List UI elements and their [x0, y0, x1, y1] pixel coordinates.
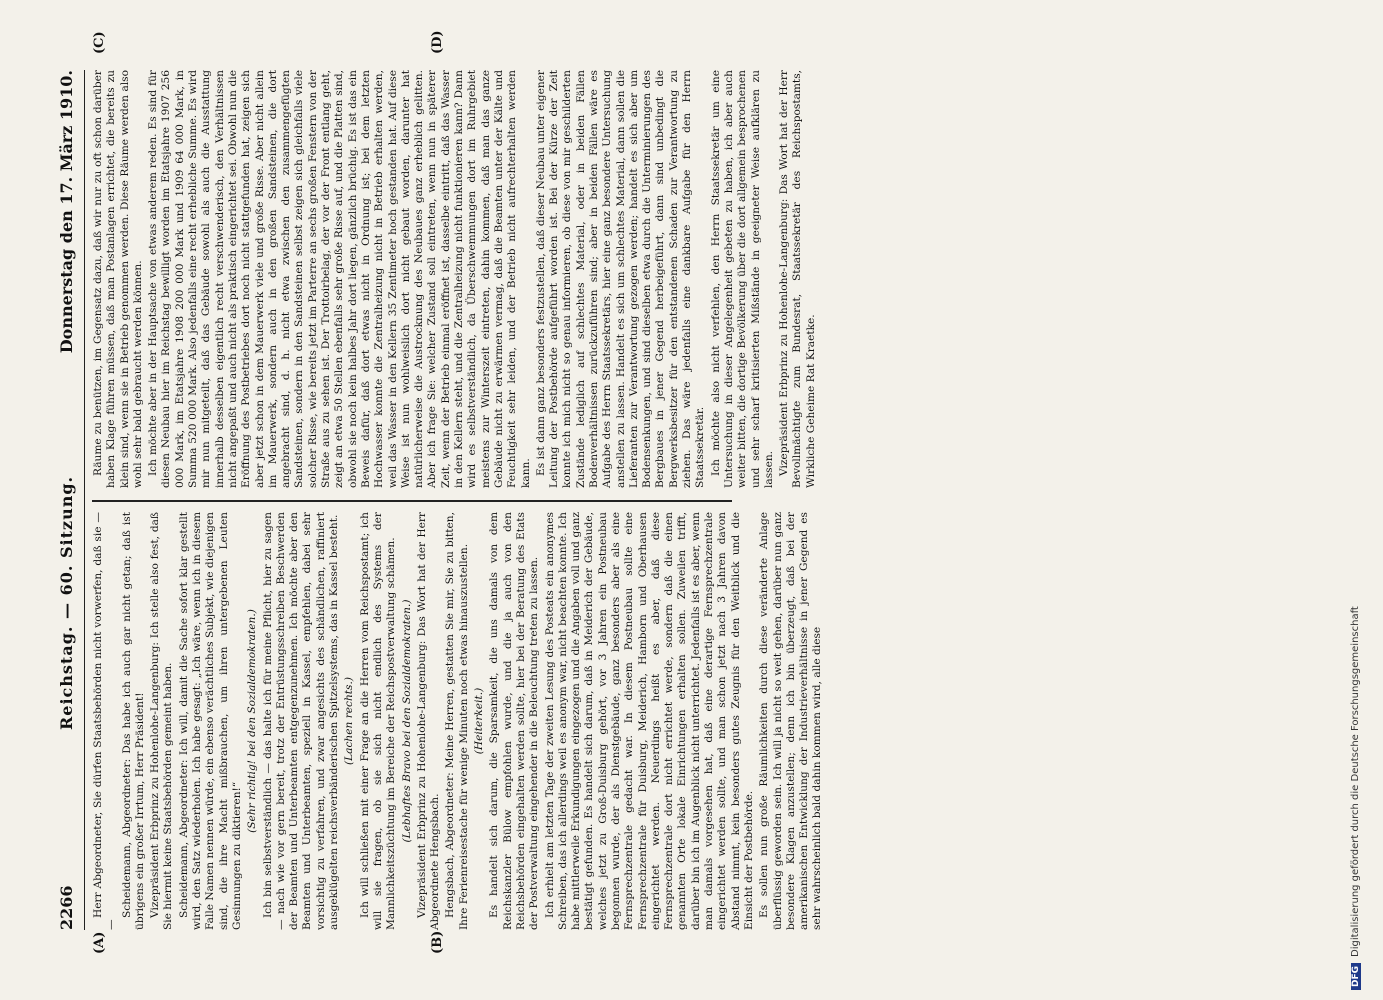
paragraph: Ich erhielt am letzten Tage der zweiten Lesung des Posteats ein anonymes Schreiben, das ich allerdings weil es anonym war, nicht beachten konnte. Ich habe mittlerweile Erkundigungen eingezogen und die Angaben voll und ganz bestätigt gefunden. Es handelt sich darum, daß in Meiderich der Gebäude, welches jetzt zu Groß-Duisburg gehört, vor 3 Jahren ein Postneubau begonnen wurde, der als Dienstgebäude, ganz besonders aber als eine Fernsprechzentrale gedacht war. In diesem Postneubau sollte eine Fernsprechzentrale für Duisburg, Meiderich, Hamborn und Oberhausen eingerichtet werden. Neuerdings heißt es aber, daß diese Fernsprechzentrale dort nicht errichtet werde, sondern daß die einen genannten Orte lokale Einrichtungen erhalten sollen. Zuweilen trifft, darüber bin ich im Augenblick nicht unterrichtet. Jedenfalls ist es aber, wenn man damals vorgesehen hat, daß eine derartige Fernsprechzentrale eingerichtet werden sollte, und man schon jetzt nach 3 Jahren davon Abstand nimmt, kein besonders gutes Zeugnis für den Weitblick und die Einsicht der Postbehörde. — [543, 512, 755, 930]
margin-marker-d: (D) — [430, 30, 445, 54]
left-column — [92, 512, 827, 930]
page-number: 2266 — [56, 885, 76, 930]
paragraph: Scheidemann, Abgeordneter: Ich will, damit die Sache sofort klar gestellt wird, den Satz wiederholen. Ich habe gesagt: „Ich wäre, wenn ich in diesem Falle Namen nennen würde, ein ebenso verächtliches Subjekt, wie diejenigen sind, die ihre Macht mißbrauchen, um ihren untergebenen Leuten Gesinnungen zu diktieren!“ — [177, 512, 243, 930]
paragraph: Es handelt sich darum, die Sparsamkeit, die uns damals von dem Reichskanzler Bülow empfohlen wurde, und die ja auch von den Reichsbehörden eingehalten werden sollte, hier bei der Beratung des Etats der Postverwaltung eingehender in die Beleuchtung treten zu lassen. — [488, 512, 541, 930]
credit-text: Digitalisierung gefördert durch die Deutsche Forschungsgemeinschaft — [1350, 606, 1361, 957]
margin-marker-a: (A) — [92, 931, 107, 954]
paragraph: Ich bin selbstverständlich — das halte ich für meine Pflicht, hier zu sagen — nach wie vor gern bereit, trotz der Entrüstungsschreiben Beschwerden der Beamten und Unterbeamten entgegenzunehmen. Ich möchte aber den Beamten und Unterbeamten, speziell in Kassel, empfehlen, dabei sehr vorsichtig zu verfahren, und zwar angesichts des schändlichen, raffiniert ausgeklügelten reichsverbänderischen Spitzelsystems, das in Kassel besteht. — [261, 512, 341, 930]
interjection: (Heiterkeit.) — [473, 687, 486, 755]
paragraph: Vizepräsident Erbprinz zu Hohenlohe-Langenburg: Das Wort hat der Herr Abgeordnete Hengsbach. — [415, 512, 442, 930]
interjection: (Lebhaftes Bravo bei den Sozialdemokraten.) — [400, 599, 413, 843]
digitization-credit — [1350, 10, 1361, 990]
header-rule — [84, 70, 85, 930]
margin-marker-b: (B) — [430, 930, 445, 954]
paragraph: Vizepräsident Erbprinz zu Hohenlohe-Langenburg: Das Wort hat der Herr Bevollmächtigte zum Bundesrat, Staatssekretär des Reichspostamts, Wirkliche Geheime Rat Kraetke. — [778, 70, 817, 488]
right-column — [92, 70, 820, 488]
margin-marker-c: (C) — [92, 31, 107, 54]
dfg-logo: DFG — [1351, 963, 1361, 990]
page-title: Reichstag. — 60. Sitzung. — [56, 475, 76, 730]
paragraph: Hengsbach, Abgeordneter: Meine Herren, gestatten Sie mir, Sie zu bitten, Ihre Ferienreisestache für wenige Minuten noch etwas hinauszustellen. — [444, 512, 470, 930]
column-separator — [92, 500, 732, 502]
interjection: (Lachen rechts.) — [343, 677, 356, 765]
page-header — [50, 70, 82, 930]
paragraph: Ich möchte aber in der Hauptsache von etwas anderem reden. Es sind für diesen Neubau hier im Reichstag bewilligt worden im Etatsjahre 1907 256 000 Mark, im Etatsjahre 1908 200 000 Mark und 1909 64 000 Mark, in Summa 520 000 Mark. Also jedenfalls eine recht erhebliche Summe. Es wird mir nun mitgeteilt, daß das Gebäude sowohl als auch die Ausstattung innerhalb desselben eigentlich recht verschwenderisch, den Verhältnissen nicht angepaßt und auch nicht als praktisch eingerichtet sei. Obwohl nun die Eröffnung des Postbetriebes dort noch nicht stattgefunden hat, zeigen sich aber jetzt schon in dem Mauerwerk viele und große Risse. Aber nicht allein im Mauerwerk, sondern auch in den großen Sandsteinen, die dort angebracht sind, d. h. nicht etwa zwischen den zusammengefügten Sandsteinen, sondern in den Sandsteinen selbst zeigen sich gleichfalls viele solcher Risse, wie bereits jetzt im Parterre an sechs großen Fenstern von der Straße aus zu sehen ist. Der Trottoirbelag, der vor der Front entlang geht, zeigt an etwa 50 Stellen ebenfalls sehr große Risse auf, und die Platten sind, obwohl sie noch kein halbes Jahr dort liegen, gänzlich brüchig. Es ist das ein Beweis dafür, daß dort etwas nicht in Ordnung ist; bei dem letzten Hochwasser konnte die Zentralheizung nicht in Betrieb erhalten werden, weil das Wasser in den Kellern 35 Zentimeter hoch gestanden hat. Auf diese Weise ist nun wohlweislich dort nicht gebaut worden, darunter hat natürlicherweise die Austrocknung des Neubaues ganz erheblich gelitten. Aber ich frage Sie: welcher Zustand soll eintreten, wenn nun in späterer Zeit, wenn der Betrieb einmal eröffnet ist, dasselbe eintritt, daß das Wasser in den Kellern steht, und die Zentralheizung nicht funktionieren kann? Dann wird es selbstverständlich, da Überschwemmungen dort im Ruhrgebiet meistens zur Winterszeit eintreten, dahin kommen, daß man das ganze Gebäude nicht zu erwärmen vermag, daß die Beamten unter der Kälte und Feuchtigkeit sehr leiden, und der Betrieb nicht aufrechterhalten werden kann. — [147, 70, 532, 488]
paragraph: Ich möchte also nicht verfehlen, den Herrn Staatssekretär um eine Untersuchung in dieser Angelegenheit gebeten zu haben, ich aber auch weiter bitten, die dortige Bevölkerung über die dort allgemein besprochenen und sehr scharf kritisierten Mißstände in geeigneter Weise aufklären zu lassen. — [709, 70, 775, 488]
paragraph: Es sollen nun große Räumlichkeiten durch diese veränderte Anlage überflüssig geworden sein. Ich will ja nicht so weit gehen, darüber nun ganz besondere Klagen anzustellen; denn ich bin überzeugt, daß bei der amerikanischen Entwicklung der Industrieverhältnisse in jener Gegend es sehr wahrscheinlich bald dahin kommen wird, alle diese — [758, 512, 824, 930]
page-date: Donnerstag den 17. März 1910. — [56, 70, 76, 354]
interjection: (Sehr richtig! bei den Sozialdemokraten.) — [246, 609, 259, 833]
paragraph: Vizepräsident Erbprinz zu Hohenlohe-Langenburg: Ich stelle also fest, daß Sie hiermit keine Staatsbehörden gemeint haben. — [149, 512, 175, 930]
paragraph: Herr Abgeordneter, Sie dürfen Staatsbehörden nicht vorwerfen, daß sie — — — [92, 512, 118, 930]
paragraph: Es ist dann ganz besonders festzustellen, daß dieser Neubau unter eigener Leitung der Postbehörde aufgeführt worden ist. Bei der Kürze der Zeit konnte ich mich nicht so genau informieren, ob diese von mir geschilderten Zustände lediglich auf schlechtes Material, oder in beiden Fällen Bodenverhältnissen zurückzuführen sind; aber in beiden Fällen wäre es Aufgabe des Herrn Staatssekretärs, hier eine ganz besondere Untersuchung anstellen zu lassen. Handelt es sich um schlechtes Material, dann sollen die Lieferanten zur Verantwortung gezogen werden; handelt es sich aber um Bodensenkungen, und sind dieselben etwa durch die Unterminierungen des Bergbaues in jener Gegend herbeigeführt, dann sind unbedingt die Bergwerksbesitzer für den entstandenen Schaden zur Verantwortung zu ziehen. Das wäre jedenfalls eine dankbare Aufgabe für den Herrn Staatssekretär. — [534, 70, 707, 488]
paragraph: Räume zu benützen, im Gegensatz dazu, daß wir nur zu oft schon darüber haben Klage führen müssen, daß man Postanlagen errichtet, die bereits zu klein sind, wenn sie in Betrieb genommen werden. Diese Räume werden also wohl sehr bald gebraucht werden können. — [92, 70, 144, 488]
paragraph: Ich will schließen mit einer Frage an die Herren vom Reichspostamt; ich will sie fragen, ob sie sich nicht endlich des Systems der Mannlichkeitszüchtung im Bereiche der Reichspostverwaltung schämen. — [358, 512, 398, 930]
paragraph: Scheidemann, Abgeordneter: Das habe ich auch gar nicht getan; daß ist übrigens ein großer Irrtum, Herr Präsident! — [120, 512, 146, 930]
